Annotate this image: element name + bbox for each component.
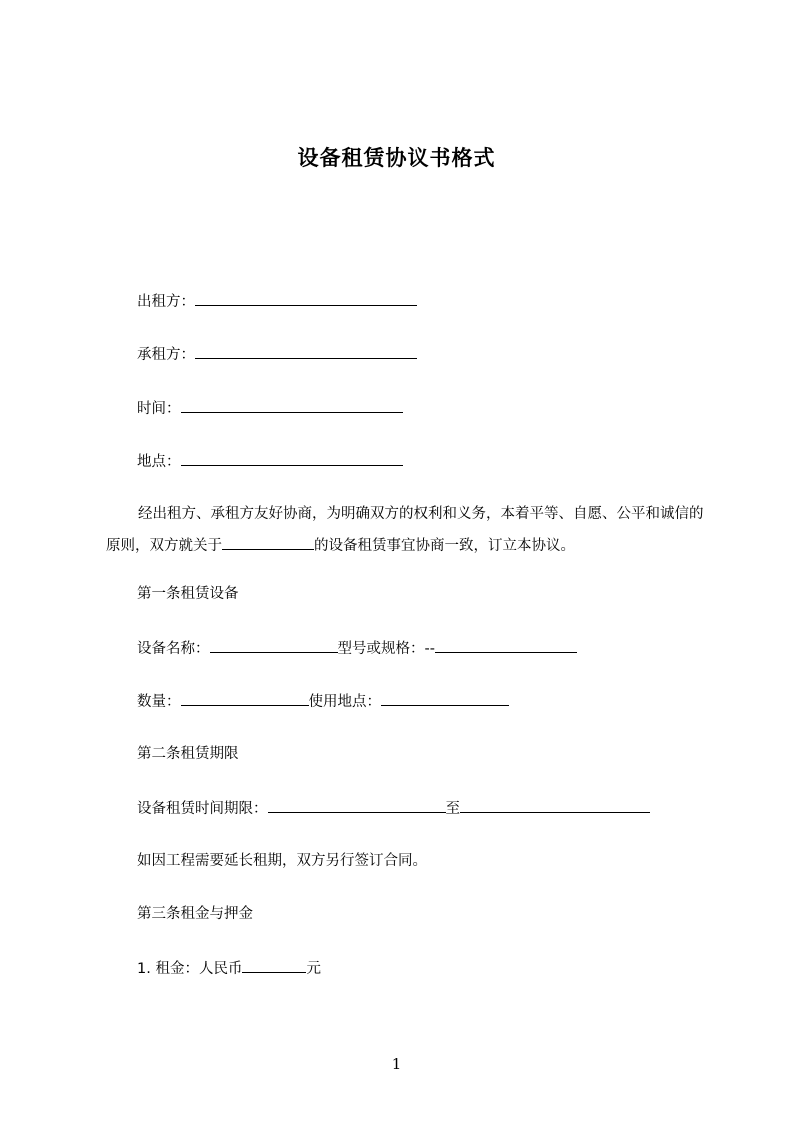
period-label: 设备租赁时间期限： bbox=[137, 801, 268, 817]
period-end-blank[interactable] bbox=[460, 798, 650, 813]
rent-prefix: 1. 租金：人民币 bbox=[137, 961, 243, 977]
page-number: 1 bbox=[391, 1055, 402, 1073]
lessor-blank[interactable] bbox=[195, 291, 417, 306]
lessee-label: 承租方： bbox=[137, 347, 195, 363]
time-line bbox=[137, 398, 403, 419]
to-label: 至 bbox=[445, 801, 460, 817]
intro-paragraph bbox=[106, 498, 706, 562]
lessor-line bbox=[137, 291, 417, 312]
rent-line bbox=[137, 958, 321, 979]
lessee-line bbox=[137, 344, 417, 365]
model-blank[interactable] bbox=[435, 638, 577, 653]
quantity-blank[interactable] bbox=[181, 691, 309, 706]
article3-heading: 第三条租金与押金 bbox=[137, 906, 253, 922]
place-line bbox=[137, 451, 403, 472]
lessor-label: 出租方： bbox=[137, 294, 195, 310]
rent-amount-blank[interactable] bbox=[242, 958, 306, 973]
subject-blank[interactable] bbox=[222, 535, 314, 550]
document-title: 设备租赁协议书格式 bbox=[297, 146, 496, 170]
quantity-line bbox=[137, 691, 509, 712]
time-blank[interactable] bbox=[181, 398, 403, 413]
model-label: 型号或规格：-- bbox=[337, 641, 435, 657]
article1-heading: 第一条租赁设备 bbox=[137, 586, 239, 602]
equipment-line bbox=[137, 638, 577, 659]
quantity-label: 数量： bbox=[137, 694, 181, 710]
article2-heading: 第二条租赁期限 bbox=[137, 746, 239, 762]
equipment-name-label: 设备名称： bbox=[137, 641, 210, 657]
place-label: 地点： bbox=[137, 454, 181, 470]
rent-suffix: 元 bbox=[306, 961, 321, 977]
place-blank[interactable] bbox=[181, 451, 403, 466]
use-place-blank[interactable] bbox=[381, 691, 509, 706]
period-start-blank[interactable] bbox=[268, 798, 446, 813]
intro-text-2: 的设备租赁事宜协商一致，订立本协议。 bbox=[314, 538, 575, 554]
time-label: 时间： bbox=[137, 401, 181, 417]
equipment-name-blank[interactable] bbox=[210, 638, 338, 653]
extension-note: 如因工程需要延长租期，双方另行签订合同。 bbox=[137, 853, 427, 869]
lessee-blank[interactable] bbox=[195, 344, 417, 359]
period-line bbox=[137, 798, 650, 819]
use-place-label: 使用地点： bbox=[308, 694, 381, 710]
intro-text-1: 经出租方、承租方友好协商，为明确双方的权利和义务，本着平等、自愿、公平和诚信的原则，双方就关于 bbox=[106, 506, 704, 554]
